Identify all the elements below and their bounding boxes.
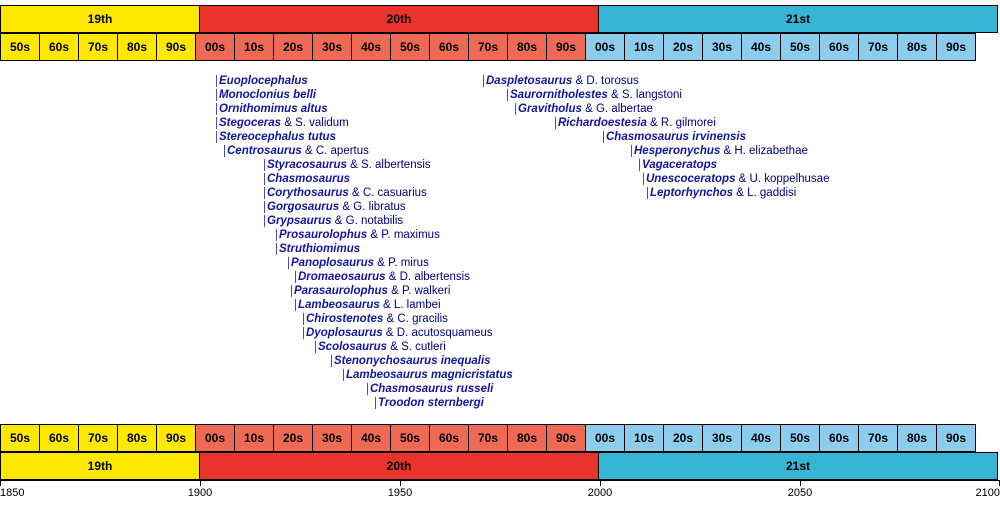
- taxon-entry: [289, 284, 450, 299]
- decade-cell: 30s: [702, 424, 742, 452]
- taxon-entry: [262, 158, 431, 173]
- decade-cell: 70s: [78, 33, 118, 61]
- decade-cell: 70s: [78, 424, 118, 452]
- taxon-genus-label: Richardoestesia: [558, 117, 647, 129]
- decade-cell: 60s: [39, 33, 79, 61]
- taxon-genus-label: Ornithomimus altus: [219, 103, 328, 115]
- taxon-entry: [262, 172, 350, 187]
- decade-cell: 10s: [234, 33, 274, 61]
- decade-cell: 40s: [741, 33, 781, 61]
- taxon-entry: [262, 214, 403, 229]
- decade-cell: 60s: [429, 33, 469, 61]
- taxon-genus-label: Hesperonychus: [634, 145, 721, 157]
- century-bar-top: [0, 5, 1000, 33]
- tick-marker-icon: │: [641, 174, 648, 185]
- decade-cell: 70s: [858, 424, 898, 452]
- taxon-genus-label: Dromaeosaurus: [298, 271, 386, 283]
- taxon-genus-label: Monoclonius belli: [219, 89, 317, 101]
- taxon-entry: [293, 298, 441, 313]
- tick-marker-icon: │: [214, 132, 221, 143]
- taxon-genus-label: Corythosaurus: [267, 187, 349, 199]
- taxon-genus-label: Prosaurolophus: [279, 229, 368, 241]
- taxon-genus-label: Gravitholus: [518, 103, 582, 115]
- tick-marker-icon: │: [214, 76, 221, 87]
- taxon-entry: [274, 228, 440, 243]
- taxon-genus-label: Chirostenotes: [306, 313, 384, 325]
- taxon-entry: [637, 158, 717, 173]
- axis-tick: [200, 480, 201, 486]
- decade-cell: 80s: [897, 424, 937, 452]
- taxon-species-label: & P. maximus: [367, 229, 440, 241]
- tick-marker-icon: │: [637, 160, 644, 171]
- taxon-genus-label: Styracosaurus: [267, 159, 347, 171]
- taxon-entry: [481, 74, 639, 89]
- tick-marker-icon: │: [373, 398, 380, 409]
- tick-marker-icon: │: [629, 146, 636, 157]
- axis-tick-label: 1950: [387, 487, 413, 499]
- taxon-species-label: & D. acutosquameus: [382, 327, 493, 339]
- decade-cell: 80s: [507, 424, 547, 452]
- taxon-species-label: & C. casuarius: [348, 187, 427, 199]
- tick-marker-icon: │: [481, 76, 488, 87]
- tick-marker-icon: │: [329, 356, 336, 367]
- decade-cell: 60s: [39, 424, 79, 452]
- decade-cell: 40s: [741, 424, 781, 452]
- tick-marker-icon: │: [645, 188, 652, 199]
- tick-marker-icon: │: [289, 286, 296, 297]
- decade-cell: 50s: [390, 424, 430, 452]
- tick-marker-icon: │: [274, 230, 281, 241]
- decade-cell: 70s: [468, 424, 508, 452]
- tick-marker-icon: │: [601, 132, 608, 143]
- tick-marker-icon: │: [214, 104, 221, 115]
- taxon-entry: [301, 312, 448, 327]
- taxon-species-label: & G. notabilis: [331, 215, 404, 227]
- century-bar-bottom: [0, 452, 1000, 480]
- taxon-species-label: & U. koppelhusae: [735, 173, 830, 185]
- taxon-genus-label: Stenonychosaurus inequalis: [334, 355, 491, 367]
- decade-cell: 20s: [273, 33, 313, 61]
- decade-cell: 40s: [351, 33, 391, 61]
- tick-marker-icon: │: [214, 90, 221, 101]
- taxon-species-label: & S. langstoni: [607, 89, 682, 101]
- axis-tick-label: 2100: [975, 487, 1000, 499]
- decade-cell: 90s: [546, 424, 586, 452]
- decade-cell: 00s: [585, 33, 625, 61]
- decade-cell: 70s: [468, 33, 508, 61]
- decade-cell: 50s: [0, 33, 40, 61]
- century-cell-19th: 19th: [0, 5, 200, 33]
- taxon-genus-label: Chasmosaurus irvinensis: [606, 131, 746, 143]
- taxon-entry: [329, 354, 491, 369]
- decade-bar-top: [0, 33, 1000, 61]
- taxon-species-label: & P. mirus: [374, 257, 429, 269]
- decade-cell: 20s: [273, 424, 313, 452]
- taxon-entry: [373, 396, 484, 411]
- century-cell-21st: 21st: [598, 5, 998, 33]
- taxon-entry: [222, 144, 369, 159]
- decade-cell: 30s: [312, 424, 352, 452]
- decade-cell: 00s: [585, 424, 625, 452]
- decade-cell: 40s: [351, 424, 391, 452]
- taxon-entry: [641, 172, 829, 187]
- taxon-genus-label: Vagaceratops: [642, 159, 717, 171]
- tick-marker-icon: │: [262, 216, 269, 227]
- taxon-entry: [645, 186, 796, 201]
- taxon-entry: [301, 326, 493, 341]
- tick-marker-icon: │: [286, 258, 293, 269]
- decade-cell: 10s: [624, 33, 664, 61]
- year-axis: [0, 480, 1000, 510]
- taxon-genus-label: Parasaurolophus: [294, 285, 388, 297]
- tick-marker-icon: │: [301, 328, 308, 339]
- decade-cell: 70s: [858, 33, 898, 61]
- taxon-species-label: & C. apertus: [301, 145, 369, 157]
- taxon-species-label: & D. albertensis: [385, 271, 470, 283]
- taxon-entry: [505, 88, 682, 103]
- taxon-species-label: & G. libratus: [339, 201, 406, 213]
- axis-tick-label: 2050: [787, 487, 813, 499]
- taxon-entry: [293, 270, 470, 285]
- axis-line: [0, 480, 1000, 481]
- taxon-entry: [365, 382, 493, 397]
- taxon-entry: [274, 242, 360, 257]
- century-cell-21st: 21st: [598, 452, 998, 480]
- axis-tick-label: 1900: [187, 487, 213, 499]
- tick-marker-icon: │: [553, 118, 560, 129]
- taxon-genus-label: Struthiomimus: [279, 243, 361, 255]
- decade-cell: 20s: [663, 33, 703, 61]
- taxon-entry: [313, 340, 446, 355]
- taxon-genus-label: Leptorhynchos: [650, 187, 734, 199]
- tick-marker-icon: │: [365, 384, 372, 395]
- decade-cell: 90s: [546, 33, 586, 61]
- decade-cell: 30s: [702, 33, 742, 61]
- tick-marker-icon: │: [222, 146, 229, 157]
- taxon-species-label: & L. lambei: [379, 299, 441, 311]
- taxon-species-label: & P. walkeri: [387, 285, 451, 297]
- taxon-entry: [629, 144, 808, 159]
- taxon-species-label: & L. gaddisi: [733, 187, 797, 199]
- taxon-entry: [214, 74, 308, 89]
- decade-cell: 90s: [936, 33, 976, 61]
- taxon-entry: [214, 102, 328, 117]
- decade-cell: 60s: [819, 424, 859, 452]
- decade-cell: 00s: [195, 424, 235, 452]
- decade-cell: 90s: [156, 33, 196, 61]
- taxon-species-label: & G. albertae: [581, 103, 653, 115]
- decade-cell: 10s: [624, 424, 664, 452]
- axis-tick-label: 2000: [587, 487, 613, 499]
- decade-cell: 80s: [507, 33, 547, 61]
- taxon-entry: [513, 102, 653, 117]
- century-cell-20th: 20th: [199, 452, 599, 480]
- tick-marker-icon: │: [262, 202, 269, 213]
- taxon-genus-label: Chasmosaurus: [267, 173, 351, 185]
- taxon-genus-label: Unescoceratops: [646, 173, 736, 185]
- taxon-entry: [341, 368, 513, 383]
- taxon-species-label: & H. elizabethae: [720, 145, 808, 157]
- taxon-genus-label: Dyoplosaurus: [306, 327, 383, 339]
- decade-cell: 50s: [780, 424, 820, 452]
- taxon-genus-label: Lambeosaurus: [298, 299, 380, 311]
- taxon-genus-label: Centrosaurus: [227, 145, 302, 157]
- taxon-species-label: & C. gracilis: [383, 313, 448, 325]
- taxon-genus-label: Saurornitholestes: [510, 89, 608, 101]
- tick-marker-icon: │: [313, 342, 320, 353]
- decade-cell: 90s: [936, 424, 976, 452]
- taxon-entry-list: [0, 66, 1000, 421]
- taxon-genus-label: Scolosaurus: [318, 341, 388, 353]
- tick-marker-icon: │: [505, 90, 512, 101]
- taxon-genus-label: Stegoceras: [219, 117, 282, 129]
- taxon-entry: [262, 186, 427, 201]
- taxon-entry: [262, 200, 406, 215]
- taxon-genus-label: Daspletosaurus: [486, 75, 573, 87]
- taxon-species-label: & R. gilmorei: [646, 117, 716, 129]
- taxon-genus-label: Euoplocephalus: [219, 75, 308, 87]
- tick-marker-icon: │: [513, 104, 520, 115]
- tick-marker-icon: │: [293, 272, 300, 283]
- taxon-species-label: & S. albertensis: [346, 159, 431, 171]
- taxon-genus-label: Chasmosaurus russeli: [370, 383, 494, 395]
- tick-marker-icon: │: [341, 370, 348, 381]
- decade-cell: 50s: [780, 33, 820, 61]
- axis-tick: [0, 480, 1, 486]
- taxon-entry: [601, 130, 746, 145]
- decade-cell: 80s: [117, 33, 157, 61]
- taxon-species-label: & S. validum: [281, 117, 349, 129]
- taxon-genus-label: Panoplosaurus: [291, 257, 375, 269]
- decade-cell: 60s: [429, 424, 469, 452]
- decade-cell: 50s: [0, 424, 40, 452]
- taxon-entry: [553, 116, 716, 131]
- decade-cell: 80s: [897, 33, 937, 61]
- tick-marker-icon: │: [274, 244, 281, 255]
- axis-tick: [800, 480, 801, 486]
- taxon-genus-label: Gorgosaurus: [267, 201, 340, 213]
- taxon-species-label: & D. torosus: [572, 75, 639, 87]
- decade-cell: 60s: [819, 33, 859, 61]
- taxon-genus-label: Troodon sternbergi: [378, 397, 484, 409]
- decade-cell: 80s: [117, 424, 157, 452]
- tick-marker-icon: │: [262, 160, 269, 171]
- century-cell-19th: 19th: [0, 452, 200, 480]
- tick-marker-icon: │: [262, 174, 269, 185]
- taxon-entry: [214, 116, 349, 131]
- decade-cell: 50s: [390, 33, 430, 61]
- tick-marker-icon: │: [293, 300, 300, 311]
- decade-bar-bottom: [0, 424, 1000, 452]
- tick-marker-icon: │: [262, 188, 269, 199]
- decade-cell: 30s: [312, 33, 352, 61]
- tick-marker-icon: │: [301, 314, 308, 325]
- taxon-genus-label: Lambeosaurus magnicristatus: [346, 369, 513, 381]
- axis-tick-label: 1850: [0, 487, 25, 499]
- taxon-entry: [286, 256, 429, 271]
- century-cell-20th: 20th: [199, 5, 599, 33]
- taxon-entry: [214, 130, 336, 145]
- axis-tick: [600, 480, 601, 486]
- taxon-genus-label: Stereocephalus tutus: [219, 131, 336, 143]
- decade-cell: 00s: [195, 33, 235, 61]
- taxon-species-label: & S. cutleri: [387, 341, 446, 353]
- axis-tick: [400, 480, 401, 486]
- decade-cell: 20s: [663, 424, 703, 452]
- taxon-entry: [214, 88, 316, 103]
- decade-cell: 10s: [234, 424, 274, 452]
- taxon-genus-label: Grypsaurus: [267, 215, 332, 227]
- tick-marker-icon: │: [214, 118, 221, 129]
- decade-cell: 90s: [156, 424, 196, 452]
